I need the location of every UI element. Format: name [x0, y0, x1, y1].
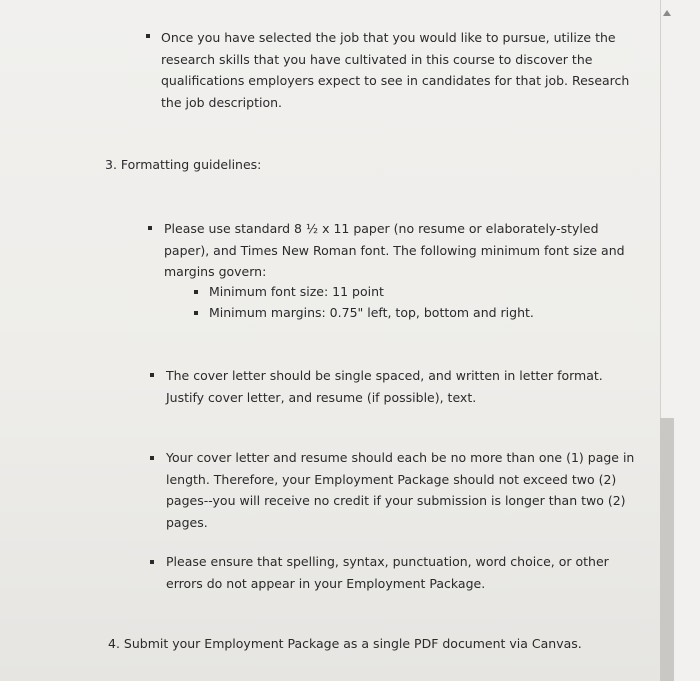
paper-font-bullet-text: Please use standard 8 ½ x 11 paper (no resume or elaborately-styled paper), and Times New Roman font. The following minimum font size and margins govern:: [164, 221, 625, 279]
bullet-marker: [150, 373, 154, 377]
bullet-marker: [148, 226, 152, 230]
bullet-marker: [150, 456, 154, 460]
scrollbar-thumb[interactable]: [660, 418, 674, 681]
min-margins-text: Minimum margins: 0.75" left, top, bottom and right.: [209, 305, 534, 320]
section-4-heading: 4. Submit your Employment Package as a single PDF document via Canvas.: [108, 636, 582, 651]
bullet-marker: [150, 560, 154, 564]
sub-bullet-marker: [194, 290, 198, 294]
sub-bullet-marker: [194, 311, 198, 315]
errors-bullet-text: Please ensure that spelling, syntax, punctuation, word choice, or other errors do not appear in your Employment Package.: [166, 554, 609, 591]
section-3-heading: 3. Formatting guidelines:: [105, 157, 262, 172]
intro-bullet-text: Once you have selected the job that you would like to pursue, utilize the research skills that you have cultivated in this course to discover the qualifications employers expect to see in candidates for that job. Research the job description.: [161, 30, 630, 110]
scroll-up-arrow-icon[interactable]: [663, 10, 671, 16]
bullet-marker: [146, 34, 150, 38]
min-font-size-text: Minimum font size: 11 point: [209, 284, 384, 299]
single-spaced-bullet-text: The cover letter should be single spaced, and written in letter format. Justify cover letter, and resume (if possible), text.: [166, 368, 603, 405]
page-length-bullet-text: Your cover letter and resume should each be no more than one (1) page in length. Therefore, your Employment Package should not exceed two (2) pages--you will receive no credit if your submission is longer than two (2) pages.: [166, 450, 635, 530]
